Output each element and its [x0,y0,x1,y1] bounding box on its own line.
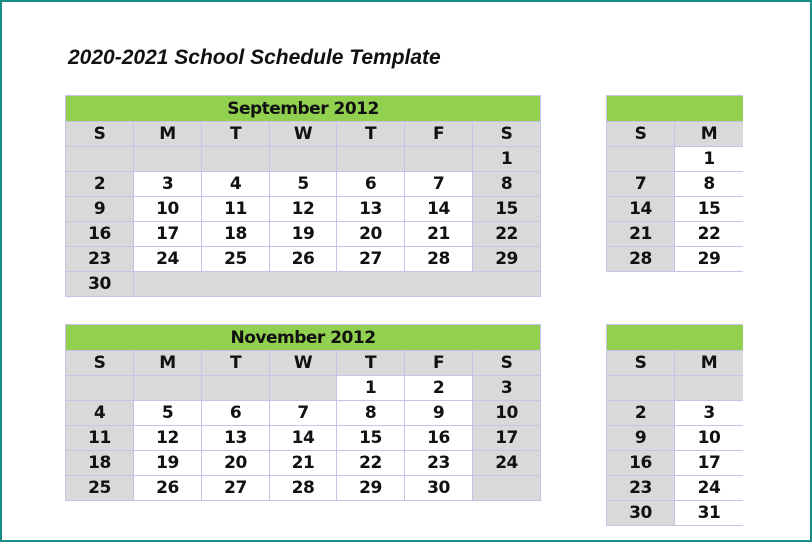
day-cell: 17 [675,451,744,476]
week-row [66,172,541,197]
calendar-december-clip [606,324,743,530]
day-cell: 28 [607,247,675,272]
day-cell: 21 [270,451,337,476]
day-cell: 15 [337,426,405,451]
day-cell: 29 [675,247,744,272]
weekday-header: S [473,351,541,376]
day-cell: 25 [66,476,134,501]
week-row [607,222,744,247]
week-row [66,247,541,272]
day-cell: 3 [134,172,202,197]
day-cell: 4 [66,401,134,426]
day-cell: 8 [675,172,744,197]
day-cell: 26 [134,476,202,501]
day-cell: 14 [270,426,337,451]
week-row [607,172,744,197]
document-title: 2020-2021 School Schedule Template [68,46,441,69]
day-cell: 9 [66,197,134,222]
day-cell: 27 [202,476,270,501]
empty-day-cell [270,147,337,172]
day-cell: 29 [473,247,541,272]
weekday-header: T [202,351,270,376]
day-cell: 19 [270,222,337,247]
day-cell: 10 [675,426,744,451]
day-cell: 4 [202,172,270,197]
weekday-header: F [405,122,473,147]
week-row [66,451,541,476]
day-cell: 27 [337,247,405,272]
empty-day-cell [202,147,270,172]
day-cell: 12 [270,197,337,222]
day-cell: 28 [405,247,473,272]
day-cell: 20 [337,222,405,247]
week-row [607,501,744,526]
day-cell: 21 [607,222,675,247]
day-cell: 7 [607,172,675,197]
week-row [66,476,541,501]
day-cell: 23 [66,247,134,272]
day-cell: 17 [473,426,541,451]
day-cell: 12 [134,426,202,451]
empty-day-cell [202,376,270,401]
day-cell: 10 [134,197,202,222]
day-cell: 25 [202,247,270,272]
day-cell: 13 [337,197,405,222]
day-cell: 22 [473,222,541,247]
day-cell: 6 [337,172,405,197]
day-cell: 8 [473,172,541,197]
day-cell: 16 [607,451,675,476]
month-title: November 2012 [66,325,541,351]
day-cell: 1 [675,147,744,172]
calendar-september [65,95,541,297]
empty-day-cell [66,147,134,172]
calendar-october [606,95,743,272]
week-row [607,476,744,501]
day-cell: 7 [270,401,337,426]
day-cell: 10 [473,401,541,426]
weekday-header: S [66,122,134,147]
day-cell: 6 [202,401,270,426]
day-cell: 15 [473,197,541,222]
month-title [607,96,744,122]
weekday-header: M [134,122,202,147]
week-row [607,376,744,401]
day-cell: 26 [270,247,337,272]
day-cell: 17 [134,222,202,247]
empty-day-cell [405,147,473,172]
week-row [66,376,541,401]
day-cell: 22 [675,222,744,247]
week-row [66,147,541,172]
week-row [607,197,744,222]
week-row [66,401,541,426]
empty-day-cell [134,376,202,401]
week-row [607,147,744,172]
month-title [607,325,744,351]
weekday-header: S [607,351,675,376]
day-cell: 19 [134,451,202,476]
day-cell: 14 [607,197,675,222]
month-title: September 2012 [66,96,541,122]
day-cell: 5 [134,401,202,426]
day-cell: 3 [473,376,541,401]
day-cell: 31 [675,501,744,526]
week-row [66,426,541,451]
day-cell: 1 [337,376,405,401]
week-row [66,197,541,222]
week-row [607,247,744,272]
day-cell: 8 [337,401,405,426]
week-row [607,426,744,451]
calendar-november [65,324,541,501]
day-cell: 24 [675,476,744,501]
empty-day-cell [675,376,744,401]
day-cell: 30 [405,476,473,501]
weekday-header: M [675,351,744,376]
weekday-header: T [337,351,405,376]
weekday-header-row [66,351,541,376]
day-cell: 30 [66,272,134,297]
day-cell: 20 [202,451,270,476]
empty-day-cell [134,147,202,172]
weekday-header-row [607,351,744,376]
empty-day-cell [473,476,541,501]
week-row [607,451,744,476]
weekday-header: S [473,122,541,147]
empty-day-cell [607,376,675,401]
calendar-october-clip [606,95,743,275]
day-cell: 16 [405,426,473,451]
weekday-header: M [134,351,202,376]
day-cell: 22 [337,451,405,476]
day-cell: 24 [134,247,202,272]
day-cell: 9 [405,401,473,426]
day-cell: 30 [607,501,675,526]
empty-day-cell [337,147,405,172]
empty-filler-cell [134,272,541,297]
day-cell: 18 [66,451,134,476]
week-row [66,272,541,297]
calendar-december [606,324,743,526]
empty-day-cell [270,376,337,401]
day-cell: 29 [337,476,405,501]
weekday-header: T [202,122,270,147]
day-cell: 16 [66,222,134,247]
weekday-header: W [270,122,337,147]
day-cell: 13 [202,426,270,451]
day-cell: 3 [675,401,744,426]
day-cell: 18 [202,222,270,247]
day-cell: 5 [270,172,337,197]
weekday-header-row [66,122,541,147]
day-cell: 11 [66,426,134,451]
day-cell: 24 [473,451,541,476]
day-cell: 14 [405,197,473,222]
week-row [66,222,541,247]
weekday-header: F [405,351,473,376]
weekday-header: W [270,351,337,376]
weekday-header: S [607,122,675,147]
empty-day-cell [66,376,134,401]
day-cell: 9 [607,426,675,451]
day-cell: 1 [473,147,541,172]
day-cell: 2 [607,401,675,426]
week-row [607,401,744,426]
day-cell: 11 [202,197,270,222]
weekday-header-row [607,122,744,147]
day-cell: 15 [675,197,744,222]
day-cell: 2 [66,172,134,197]
day-cell: 21 [405,222,473,247]
weekday-header: T [337,122,405,147]
day-cell: 7 [405,172,473,197]
day-cell: 28 [270,476,337,501]
weekday-header: M [675,122,744,147]
day-cell: 2 [405,376,473,401]
day-cell: 23 [405,451,473,476]
weekday-header: S [66,351,134,376]
day-cell: 23 [607,476,675,501]
empty-day-cell [607,147,675,172]
